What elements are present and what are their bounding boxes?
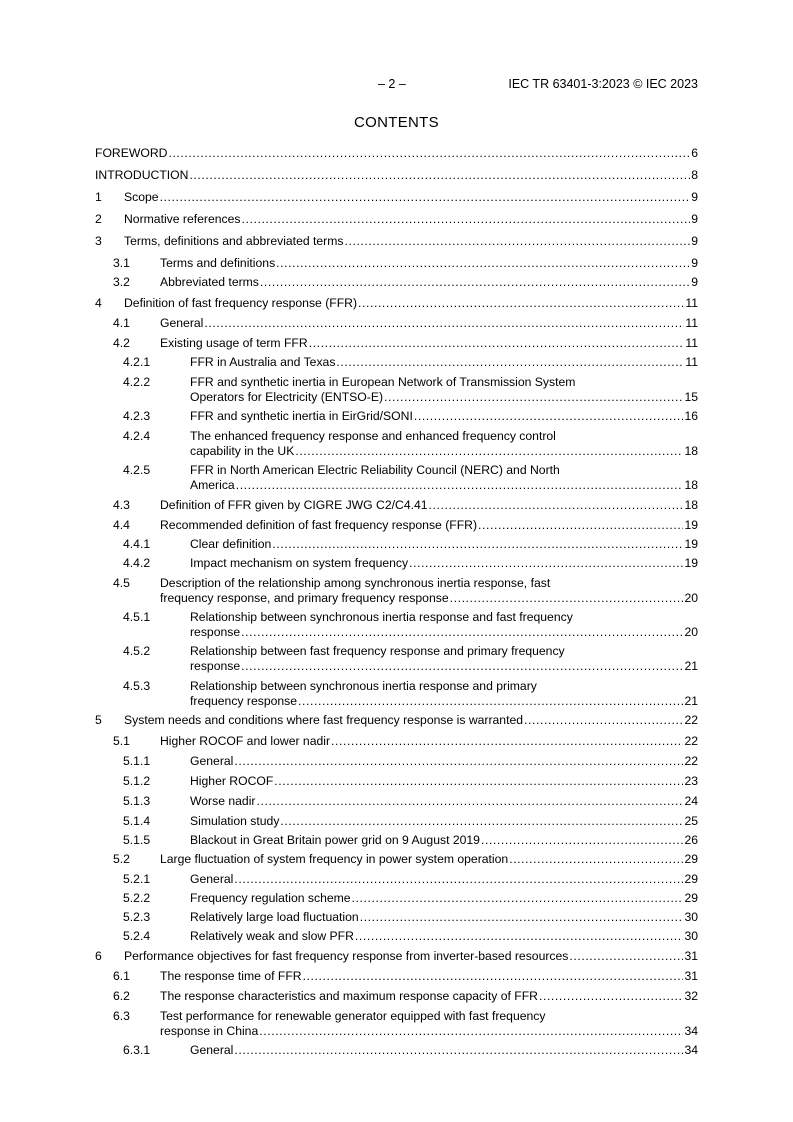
page-header: [0, 77, 793, 93]
toc-leader-dots: [478, 518, 683, 533]
toc-entry-line: [190, 659, 698, 674]
toc-entry-title: Simulation study: [190, 814, 280, 828]
toc-entry-number: 3: [95, 234, 102, 248]
toc-entry-line: [124, 212, 698, 227]
toc-entry-line: [190, 891, 698, 906]
toc-entry-page: 11: [685, 296, 698, 310]
toc-entry[interactable]: [95, 774, 698, 789]
toc-entry-page: 16: [684, 409, 698, 423]
toc-entry-title: frequency response: [190, 693, 298, 708]
toc-entry-number: 4.2.1: [123, 355, 151, 369]
toc-leader-dots: [259, 1024, 683, 1039]
toc-entry-number: 6.3.1: [123, 1043, 151, 1057]
toc-leader-dots: [241, 659, 683, 674]
toc-entry-page: 9: [691, 212, 698, 226]
toc-entry[interactable]: [95, 355, 698, 370]
toc-entry-page: 22: [684, 713, 698, 727]
toc-entry-number: 4.4.1: [123, 537, 151, 551]
toc-entry-page: 31: [684, 969, 698, 983]
toc-entry-line: [160, 275, 698, 290]
page-number: – 2 –: [378, 77, 406, 91]
toc-entry-title: Higher ROCOF: [190, 774, 274, 788]
toc-entry-line: [95, 146, 698, 161]
toc-entry-number: 4.2.4: [123, 429, 151, 443]
toc-leader-dots: [189, 168, 690, 183]
toc-entry-title: Recommended definition of fast frequency response (FFR): [160, 518, 478, 532]
toc-leader-dots: [360, 910, 684, 925]
toc-entry-line: [160, 256, 698, 271]
toc-entry-title: frequency response, and primary frequency response: [160, 590, 449, 605]
toc-leader-dots: [331, 734, 683, 749]
toc-leader-dots: [295, 444, 683, 459]
toc-entry-page: 19: [684, 537, 698, 551]
toc-entry-line: [190, 794, 698, 809]
toc-entry[interactable]: [95, 852, 698, 867]
toc-leader-dots: [355, 929, 684, 944]
toc-entry-page: 9: [691, 275, 698, 289]
toc-entry-page: 34: [684, 1043, 698, 1057]
toc-entry[interactable]: [95, 518, 698, 533]
toc-entry-line: [190, 929, 698, 944]
toc-entry-page: 20: [684, 590, 698, 605]
toc-entry-page: 18: [684, 477, 698, 492]
toc-entry-line: [124, 190, 698, 205]
toc-entry-line: [190, 833, 698, 848]
toc-entry-title: Normative references: [124, 212, 241, 226]
toc-entry-page: 22: [684, 734, 698, 748]
toc-leader-dots: [234, 872, 683, 887]
toc-entry-page: 9: [691, 256, 698, 270]
toc-entry-number: 5.1.2: [123, 774, 151, 788]
toc-entry-number: 5.2.4: [123, 929, 151, 943]
toc-entry-title: response: [190, 624, 241, 639]
toc-entry-title: FFR and synthetic inertia in EirGrid/SONI: [190, 409, 413, 423]
toc-entry-number: 5.1: [113, 734, 130, 748]
page-title: CONTENTS: [354, 114, 439, 131]
toc-leader-dots: [274, 774, 683, 789]
toc-entry[interactable]: [95, 296, 698, 311]
toc-entry-number: 2: [95, 212, 102, 226]
toc-entry-line: [190, 625, 698, 640]
document-id: IEC TR 63401-3:2023 © IEC 2023: [508, 77, 698, 91]
toc-entry-title: Terms and definitions: [160, 256, 276, 270]
toc-leader-dots: [204, 316, 684, 331]
toc-entry-title: Worse nadir: [190, 794, 256, 808]
toc-leader-dots: [272, 537, 683, 552]
toc-entry[interactable]: [95, 679, 698, 708]
toc-entry-title-line: Description of the relationship among synchronous inertia response, fast: [160, 576, 551, 590]
toc-leader-dots: [234, 1043, 683, 1058]
toc-leader-dots: [481, 833, 683, 848]
toc-entry-title-line: FFR in North American Electric Reliability Council (NERC) and North: [190, 463, 560, 477]
toc-leader-dots: [509, 852, 683, 867]
toc-entry-title: INTRODUCTION: [95, 168, 189, 182]
toc-entry-line: [190, 1043, 698, 1058]
toc-entry[interactable]: [95, 146, 698, 161]
toc-entry-title: Large fluctuation of system frequency in power system operation: [160, 852, 509, 866]
toc-entry-line: [124, 296, 698, 311]
toc-entry-number: 5.2.3: [123, 910, 151, 924]
toc-entry-number: 4.3: [113, 498, 130, 512]
toc-entry-title: Higher ROCOF and lower nadir: [160, 734, 331, 748]
toc-entry-page: 29: [684, 891, 698, 905]
toc-entry-line: [160, 518, 698, 533]
toc-entry[interactable]: [95, 429, 698, 458]
toc-entry-page: 15: [684, 389, 698, 404]
toc-entry-title-line: Relationship between fast frequency response and primary frequency: [190, 644, 565, 658]
toc-entry-title: capability in the UK: [190, 443, 295, 458]
toc-entry-title-line: Test performance for renewable generator equipped with fast frequency: [160, 1009, 546, 1023]
toc-leader-dots: [234, 754, 683, 769]
toc-entry-title: response in China: [160, 1023, 259, 1038]
toc-entry-page: 18: [684, 443, 698, 458]
toc-entry-number: 4.1: [113, 316, 130, 330]
toc-entry-line: [190, 872, 698, 887]
toc-entry-number: 4.2.5: [123, 463, 151, 477]
toc-entry-page: 23: [684, 774, 698, 788]
toc-leader-dots: [336, 355, 684, 370]
toc-entry-number: 3.1: [113, 256, 130, 270]
toc-leader-dots: [242, 212, 691, 227]
toc-leader-dots: [303, 969, 684, 984]
toc-entry-title: Existing usage of term FFR: [160, 336, 308, 350]
toc-entry-number: 6.1: [113, 969, 130, 983]
toc-entry-number: 3.2: [113, 275, 130, 289]
toc-entry-page: 32: [684, 989, 698, 1003]
toc-leader-dots: [414, 409, 684, 424]
toc-entry-page: 20: [684, 624, 698, 639]
toc-entry-line: [124, 234, 698, 249]
toc-entry-number: 5.1.4: [123, 814, 151, 828]
toc-entry-title-line: The enhanced frequency response and enhanced frequency control: [190, 429, 556, 443]
toc-entry[interactable]: [95, 1009, 698, 1038]
toc-entry-page: 30: [684, 910, 698, 924]
toc-entry-number: 4.2: [113, 336, 130, 350]
toc-entry-title: System needs and conditions where fast frequency response is warranted: [124, 713, 524, 727]
toc-entry-line: [160, 498, 698, 513]
toc-entry-number: 4.5.1: [123, 610, 151, 624]
toc-entry-number: 6.3: [113, 1009, 130, 1023]
toc-entry-title: Clear definition: [190, 537, 272, 551]
toc-entry-line: [190, 390, 698, 405]
toc-entry-number: 4.4.2: [123, 556, 151, 570]
toc-entry-line: [160, 316, 698, 331]
toc-entry[interactable]: [95, 275, 698, 290]
toc-entry-line: [190, 444, 698, 459]
toc-entry-page: 24: [684, 794, 698, 808]
toc-entry[interactable]: [95, 910, 698, 925]
toc-entry-title: The response characteristics and maximum response capacity of FFR: [160, 989, 538, 1003]
toc-entry[interactable]: [95, 375, 698, 404]
toc-entry-page: 11: [685, 355, 698, 369]
toc-entry-page: 11: [685, 336, 698, 350]
toc-entry-number: 5.2: [113, 852, 130, 866]
toc-entry-page: 19: [684, 518, 698, 532]
toc-entry-page: 6: [691, 146, 698, 160]
toc-leader-dots: [280, 814, 683, 829]
toc-entry-line: [190, 556, 698, 571]
toc-entry-line: [190, 409, 698, 424]
toc-leader-dots: [309, 336, 685, 351]
toc-entry[interactable]: [95, 644, 698, 673]
toc-entry-line: [160, 1024, 698, 1039]
toc-entry-page: 34: [684, 1023, 698, 1038]
toc-entry-page: 11: [685, 316, 698, 330]
toc-entry-line: [190, 478, 698, 493]
toc-entry-number: 4.2.2: [123, 375, 151, 389]
toc-entry[interactable]: [95, 556, 698, 571]
toc-entry-title: Definition of FFR given by CIGRE JWG C2/C4.41: [160, 498, 428, 512]
toc-entry-page: 8: [691, 168, 698, 182]
toc-entry-line: [160, 852, 698, 867]
toc-entry-line: [160, 591, 698, 606]
toc-entry-title: Performance objectives for fast frequency response from inverter-based resources: [124, 949, 569, 963]
toc-entry-line: [124, 713, 698, 728]
toc-entry[interactable]: [95, 576, 698, 605]
toc-entry-line: [190, 355, 698, 370]
toc-leader-dots: [450, 591, 684, 606]
toc-entry-title: Operators for Electricity (ENTSO-E): [190, 389, 384, 404]
toc-entry-line: [160, 734, 698, 749]
toc-entry[interactable]: [95, 316, 698, 331]
toc-entry-title: Impact mechanism on system frequency: [190, 556, 409, 570]
toc-entry-title-line: Relationship between synchronous inertia response and primary: [190, 679, 537, 693]
toc-entry-page: 18: [684, 498, 698, 512]
toc-entry-title: FFR in Australia and Texas: [190, 355, 336, 369]
toc-entry-number: 5: [95, 713, 102, 727]
toc-entry-title: response: [190, 658, 241, 673]
toc-entry-page: 9: [691, 190, 698, 204]
toc-entry[interactable]: [95, 336, 698, 351]
toc-leader-dots: [524, 713, 683, 728]
toc-leader-dots: [344, 234, 690, 249]
toc-leader-dots: [276, 256, 690, 271]
toc-entry-line: [190, 774, 698, 789]
toc-entry[interactable]: [95, 949, 698, 964]
toc-entry[interactable]: [95, 498, 698, 513]
toc-entry-page: 9: [691, 234, 698, 248]
toc-entry[interactable]: [95, 929, 698, 944]
toc-entry[interactable]: [95, 833, 698, 848]
toc-entry[interactable]: [95, 734, 698, 749]
toc-leader-dots: [168, 146, 690, 161]
toc-entry-title: Abbreviated terms: [160, 275, 259, 289]
toc-entry-line: [190, 694, 698, 709]
toc-leader-dots: [256, 794, 683, 809]
toc-entry-title: Frequency regulation scheme: [190, 891, 351, 905]
toc-entry-number: 5.1.3: [123, 794, 151, 808]
toc-entry-title: FOREWORD: [95, 146, 168, 160]
toc-entry-title: Definition of fast frequency response (FFR): [124, 296, 358, 310]
toc-entry[interactable]: [95, 754, 698, 769]
toc-entry-number: 4.5.2: [123, 644, 151, 658]
toc-entry-title-line: FFR and synthetic inertia in European Network of Transmission System: [190, 375, 576, 389]
toc-entry-title: General: [190, 1043, 234, 1057]
toc-entry[interactable]: [95, 794, 698, 809]
toc-leader-dots: [384, 390, 683, 405]
toc-entry-page: 30: [684, 929, 698, 943]
toc-entry[interactable]: [95, 713, 698, 728]
toc-entry[interactable]: [95, 989, 698, 1004]
toc-entry-line: [124, 949, 698, 964]
toc-entry-title: Relatively large load fluctuation: [190, 910, 359, 924]
toc-entry-title: General: [190, 872, 234, 886]
toc-entry-title: Scope: [124, 190, 159, 204]
toc-entry-line: [190, 537, 698, 552]
toc-leader-dots: [160, 190, 691, 205]
toc-entry[interactable]: [95, 256, 698, 271]
toc-entry[interactable]: [95, 610, 698, 639]
toc-entry[interactable]: [95, 891, 698, 906]
toc-entry-page: 26: [684, 833, 698, 847]
toc-entry-title: Relatively weak and slow PFR: [190, 929, 354, 943]
toc-entry-title-line: Relationship between synchronous inertia response and fast frequency: [190, 610, 573, 624]
toc-entry-page: 29: [684, 872, 698, 886]
toc-entry[interactable]: [95, 409, 698, 424]
toc-entry-page: 22: [684, 754, 698, 768]
toc-entry-number: 5.1.1: [123, 754, 151, 768]
toc-entry-line: [190, 814, 698, 829]
toc-entry-number: 5.1.5: [123, 833, 151, 847]
toc-entry[interactable]: [95, 872, 698, 887]
toc-entry-line: [190, 754, 698, 769]
toc-entry-page: 21: [684, 658, 698, 673]
toc-entry-title: General: [190, 754, 234, 768]
toc-entry-line: [160, 969, 698, 984]
toc-entry[interactable]: [95, 814, 698, 829]
toc-leader-dots: [358, 296, 684, 311]
toc-entry-page: 31: [684, 949, 698, 963]
toc-entry[interactable]: [95, 190, 698, 205]
toc-entry-title: General: [160, 316, 204, 330]
toc-leader-dots: [236, 478, 684, 493]
toc-entry-line: [160, 989, 698, 1004]
toc-entry-line: [95, 168, 698, 183]
toc-leader-dots: [241, 625, 683, 640]
toc-leader-dots: [409, 556, 683, 571]
toc-leader-dots: [539, 989, 683, 1004]
toc-entry[interactable]: [95, 463, 698, 492]
toc-entry-number: 4.5: [113, 576, 130, 590]
toc-entry-number: 6.2: [113, 989, 130, 1003]
toc-entry-title: Blackout in Great Britain power grid on 9 August 2019: [190, 833, 480, 847]
toc-entry-line: [190, 910, 698, 925]
toc-entry[interactable]: [95, 537, 698, 552]
toc-entry-page: 21: [684, 693, 698, 708]
toc-entry-title: America: [190, 477, 235, 492]
toc-entry-page: 25: [684, 814, 698, 828]
toc-entry-number: 1: [95, 190, 102, 204]
toc-entry-number: 6: [95, 949, 102, 963]
toc-entry-number: 4.5.3: [123, 679, 151, 693]
toc-leader-dots: [569, 949, 683, 964]
toc-entry[interactable]: [95, 969, 698, 984]
toc-entry-title: The response time of FFR: [160, 969, 302, 983]
toc-entry-line: [160, 336, 698, 351]
toc-entry-title: Terms, definitions and abbreviated terms: [124, 234, 344, 248]
toc-entry-number: 5.2.2: [123, 891, 151, 905]
toc-leader-dots: [298, 694, 683, 709]
toc-entry-page: 19: [684, 556, 698, 570]
toc-leader-dots: [352, 891, 684, 906]
toc-leader-dots: [260, 275, 690, 290]
toc-leader-dots: [429, 498, 684, 513]
toc-entry[interactable]: [95, 1043, 698, 1058]
toc-entry[interactable]: [95, 168, 698, 183]
toc-entry-number: 4.4: [113, 518, 130, 532]
toc-entry-number: 4.2.3: [123, 409, 151, 423]
toc-entry[interactable]: [95, 212, 698, 227]
toc-entry-number: 5.2.1: [123, 872, 151, 886]
toc-entry-number: 4: [95, 296, 102, 310]
toc-entry[interactable]: [95, 234, 698, 249]
toc-entry-page: 29: [684, 852, 698, 866]
